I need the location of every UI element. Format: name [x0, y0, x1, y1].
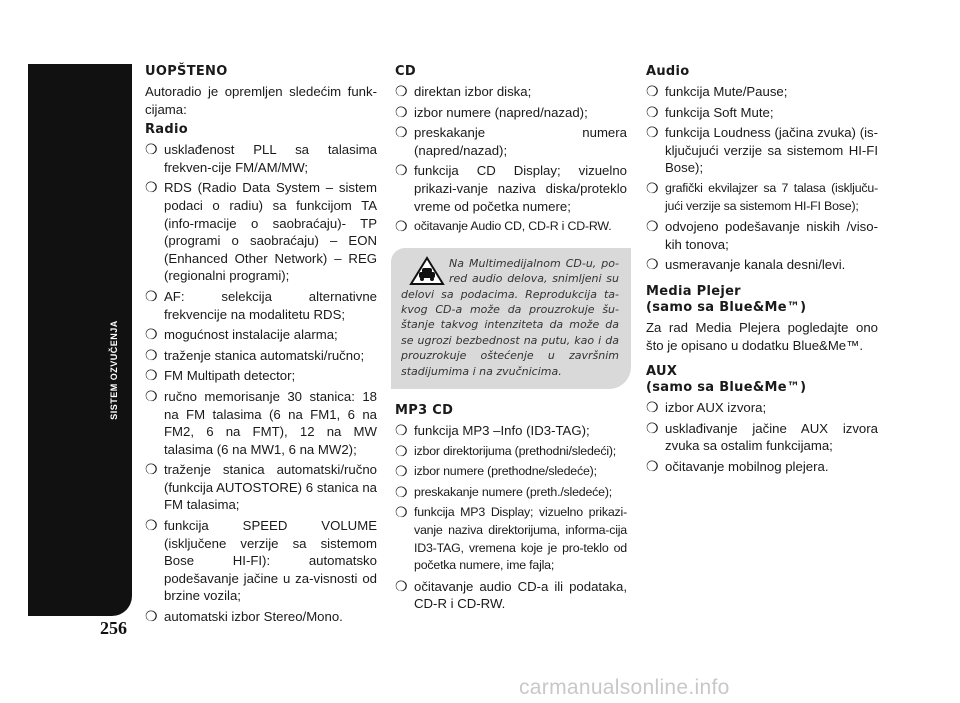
list-item [145, 608, 377, 626]
audio-list [646, 83, 878, 274]
heading-general: UOPŠTENO [145, 64, 228, 79]
list-item [395, 124, 627, 159]
list-item [395, 162, 627, 215]
heading-aux [646, 364, 878, 396]
list-item [395, 104, 627, 122]
list-item [646, 218, 878, 253]
bullet-icon: ❍ [646, 256, 659, 273]
list-item-text: očitavanje audio CD-a ili podataka, CD-R i CD-RW. [414, 578, 627, 612]
bullet-icon: ❍ [145, 387, 158, 404]
media-player-text: Za rad Media Plejera pogledajte ono što je opisano u dodatku Blue&Me™. [646, 319, 878, 353]
bullet-icon: ❍ [145, 326, 158, 343]
section-title: SISTEM OZVUČENJA [109, 320, 120, 420]
list-item [646, 104, 878, 122]
aux-list [646, 399, 878, 475]
bullet-icon: ❍ [646, 83, 659, 99]
list-item-text: izbor direktorijuma (prethodni/sledeći); [414, 443, 617, 458]
list-item [145, 388, 377, 458]
list-item-text: funkcija MP3 Display; vizuelno prikazi-vanje naziva direktorijuma, informa-cija ID3-TAG, vremena koje je pro-teklo od početka numere, ime fajla; [414, 505, 627, 573]
list-item [646, 83, 878, 101]
bullet-icon: ❍ [145, 461, 158, 478]
intro-text: Autoradio je opremljen sledećim funk-cijama: [145, 84, 377, 117]
heading-mp3: MP3 CD [395, 403, 454, 418]
list-item [145, 141, 377, 176]
list-item [395, 578, 627, 613]
bullet-icon: ❍ [395, 577, 408, 594]
bullet-icon: ❍ [646, 419, 659, 436]
list-item [395, 83, 627, 101]
heading-cd: CD [395, 64, 416, 79]
list-item-text: očitavanje mobilnog plejera. [665, 458, 829, 474]
list-item [145, 288, 377, 323]
list-item-text: izbor numere (prethodne/sledeće); [414, 464, 597, 479]
list-item-text: FM Multipath detector; [164, 368, 296, 384]
column-general [145, 62, 377, 629]
list-item-text: automatski izbor Stereo/Mono. [164, 609, 343, 625]
list-item [395, 443, 627, 461]
list-item-text: odvojeno podešavanje niskih /viso-kih tonova; [665, 219, 878, 252]
bullet-icon: ❍ [145, 608, 158, 625]
bullet-icon: ❍ [646, 457, 659, 474]
list-item [145, 367, 377, 385]
list-item-text: AF: selekcija alternativne frekvencije na modalitetu RDS; [164, 288, 377, 322]
list-item-text: funkcija CD Display; vizuelno prikazi-vanje naziva diska/proteklo vreme od početka numere; [414, 163, 627, 214]
list-item [646, 124, 878, 177]
list-item [646, 420, 878, 455]
cd-list [395, 83, 627, 236]
list-item-text: izbor numere (napred/nazad); [414, 104, 588, 120]
list-item [646, 256, 878, 274]
page-number: 256 [100, 618, 127, 638]
list-item [395, 463, 627, 481]
list-item-text: usklađenost PLL sa talasima frekven-cije FM/AM/MW; [164, 142, 377, 175]
heading-aux-line2: (samo sa Blue&Me™) [646, 380, 807, 396]
list-item-text: grafički ekvilajzer sa 7 talasa (isključu-jući verzije sa sistemom HI-FI Bose); [665, 180, 878, 213]
list-item-text: funkcija Loudness (jačina zvuka) (is-ključujući verzije sa sistemom HI-FI Bose); [665, 125, 878, 176]
bullet-icon: ❍ [646, 179, 659, 196]
bullet-icon: ❍ [145, 179, 158, 196]
list-item [395, 218, 627, 236]
bullet-icon: ❍ [145, 346, 158, 363]
list-item-text: funkcija MP3 –Info (ID3-TAG); [414, 423, 590, 438]
list-item-text: direktan izbor diska; [414, 84, 532, 99]
heading-media-player-line2: (samo sa Blue&Me™) [646, 299, 807, 315]
heading-media-player-line1: Media Plejer [646, 283, 741, 299]
heading-aux-line1: AUX [646, 364, 678, 380]
list-item-text: preskakanje numere (preth./sledeće); [414, 484, 613, 499]
radio-list [145, 141, 377, 625]
mp3-list [395, 422, 627, 613]
list-item-text: funkcija Soft Mute; [665, 104, 774, 120]
list-item-text: mogućnost instalacije alarma; [164, 327, 338, 343]
bullet-icon: ❍ [395, 442, 408, 459]
column-cd [395, 62, 627, 616]
list-item [145, 179, 377, 285]
watermark: carmanualsonline.info [519, 676, 730, 699]
list-item-text: očitavanje Audio CD, CD-R i CD-RW. [414, 219, 612, 234]
bullet-icon: ❍ [395, 103, 408, 120]
list-item-text: ručno memorisanje 30 stanica: 18 na FM talasima (6 na FM1, 6 na FM2, 6 na FMT), 12 na MW talasima (6 na MW1, 6 na MW2); [164, 388, 377, 457]
list-item-text: funkcija SPEED VOLUME (isključene verzije sa sistemom Bose HI-FI): automatsko podešavanje jačine u za-visnosti od brzine vozila; [164, 518, 377, 604]
heading-radio: Radio [145, 122, 188, 138]
list-item [395, 484, 627, 502]
bullet-icon: ❍ [395, 422, 408, 438]
bullet-icon: ❍ [395, 218, 408, 235]
list-item [646, 399, 878, 417]
list-item [145, 326, 377, 344]
list-item [145, 517, 377, 605]
bullet-icon: ❍ [395, 463, 408, 480]
list-item-text: traženje stanica automatski/ručno (funkcija AUTOSTORE) 6 stanica na FM talasima; [164, 462, 377, 513]
list-item-text: RDS (Radio Data System – sistem podaci o radiu) sa funkcijom TA (info-rmacije o saobraćaju)- TP (programi o saobraćaju) – EON (Enhanced Other Network) – REG (regionalni programi); [164, 180, 377, 284]
bullet-icon: ❍ [646, 218, 659, 235]
list-item-text: funkcija Mute/Pause; [665, 84, 788, 99]
bullet-icon: ❍ [646, 124, 659, 141]
list-item-text: usklađivanje jačine AUX izvora zvuka sa ostalim funkcijama; [665, 420, 878, 454]
list-item-text: preskakanje numera (napred/nazad); [414, 125, 627, 158]
heading-media-player [646, 284, 878, 316]
bullet-icon: ❍ [395, 83, 408, 99]
bullet-icon: ❍ [145, 367, 158, 384]
bullet-icon: ❍ [646, 103, 659, 120]
bullet-icon: ❍ [145, 517, 158, 534]
bullet-icon: ❍ [395, 162, 408, 179]
bullet-icon: ❍ [145, 141, 158, 158]
list-item-text: usmeravanje kanala desni/levi. [665, 257, 846, 273]
list-item [646, 458, 878, 476]
bullet-icon: ❍ [646, 399, 659, 416]
column-audio [646, 62, 878, 479]
warning-triangle-icon [409, 256, 445, 286]
list-item-text: traženje stanica automatski/ručno; [164, 347, 365, 363]
bullet-icon: ❍ [395, 504, 408, 521]
heading-audio: Audio [646, 64, 690, 79]
list-item-text: izbor AUX izvora; [665, 400, 767, 416]
list-item [145, 347, 377, 365]
bullet-icon: ❍ [395, 483, 408, 500]
warning-text: Na Multimedijalnom CD-u, po-red audio delova, snimljeni su delovi sa podacima. Reprodukcija ta-kvog CD-a može da prouzrokuje šu-štanje takvog intenziteta da može da se ugrozi bezbednost na putu, kao i da prouzrokuje oštećenje u završnim stadijumima i na zvučnicima. [401, 256, 619, 378]
bullet-icon: ❍ [145, 287, 158, 304]
bullet-icon: ❍ [395, 124, 408, 141]
warning-note [391, 248, 631, 389]
list-item [395, 504, 627, 574]
list-item [395, 422, 627, 440]
list-item [145, 461, 377, 514]
list-item [646, 180, 878, 215]
